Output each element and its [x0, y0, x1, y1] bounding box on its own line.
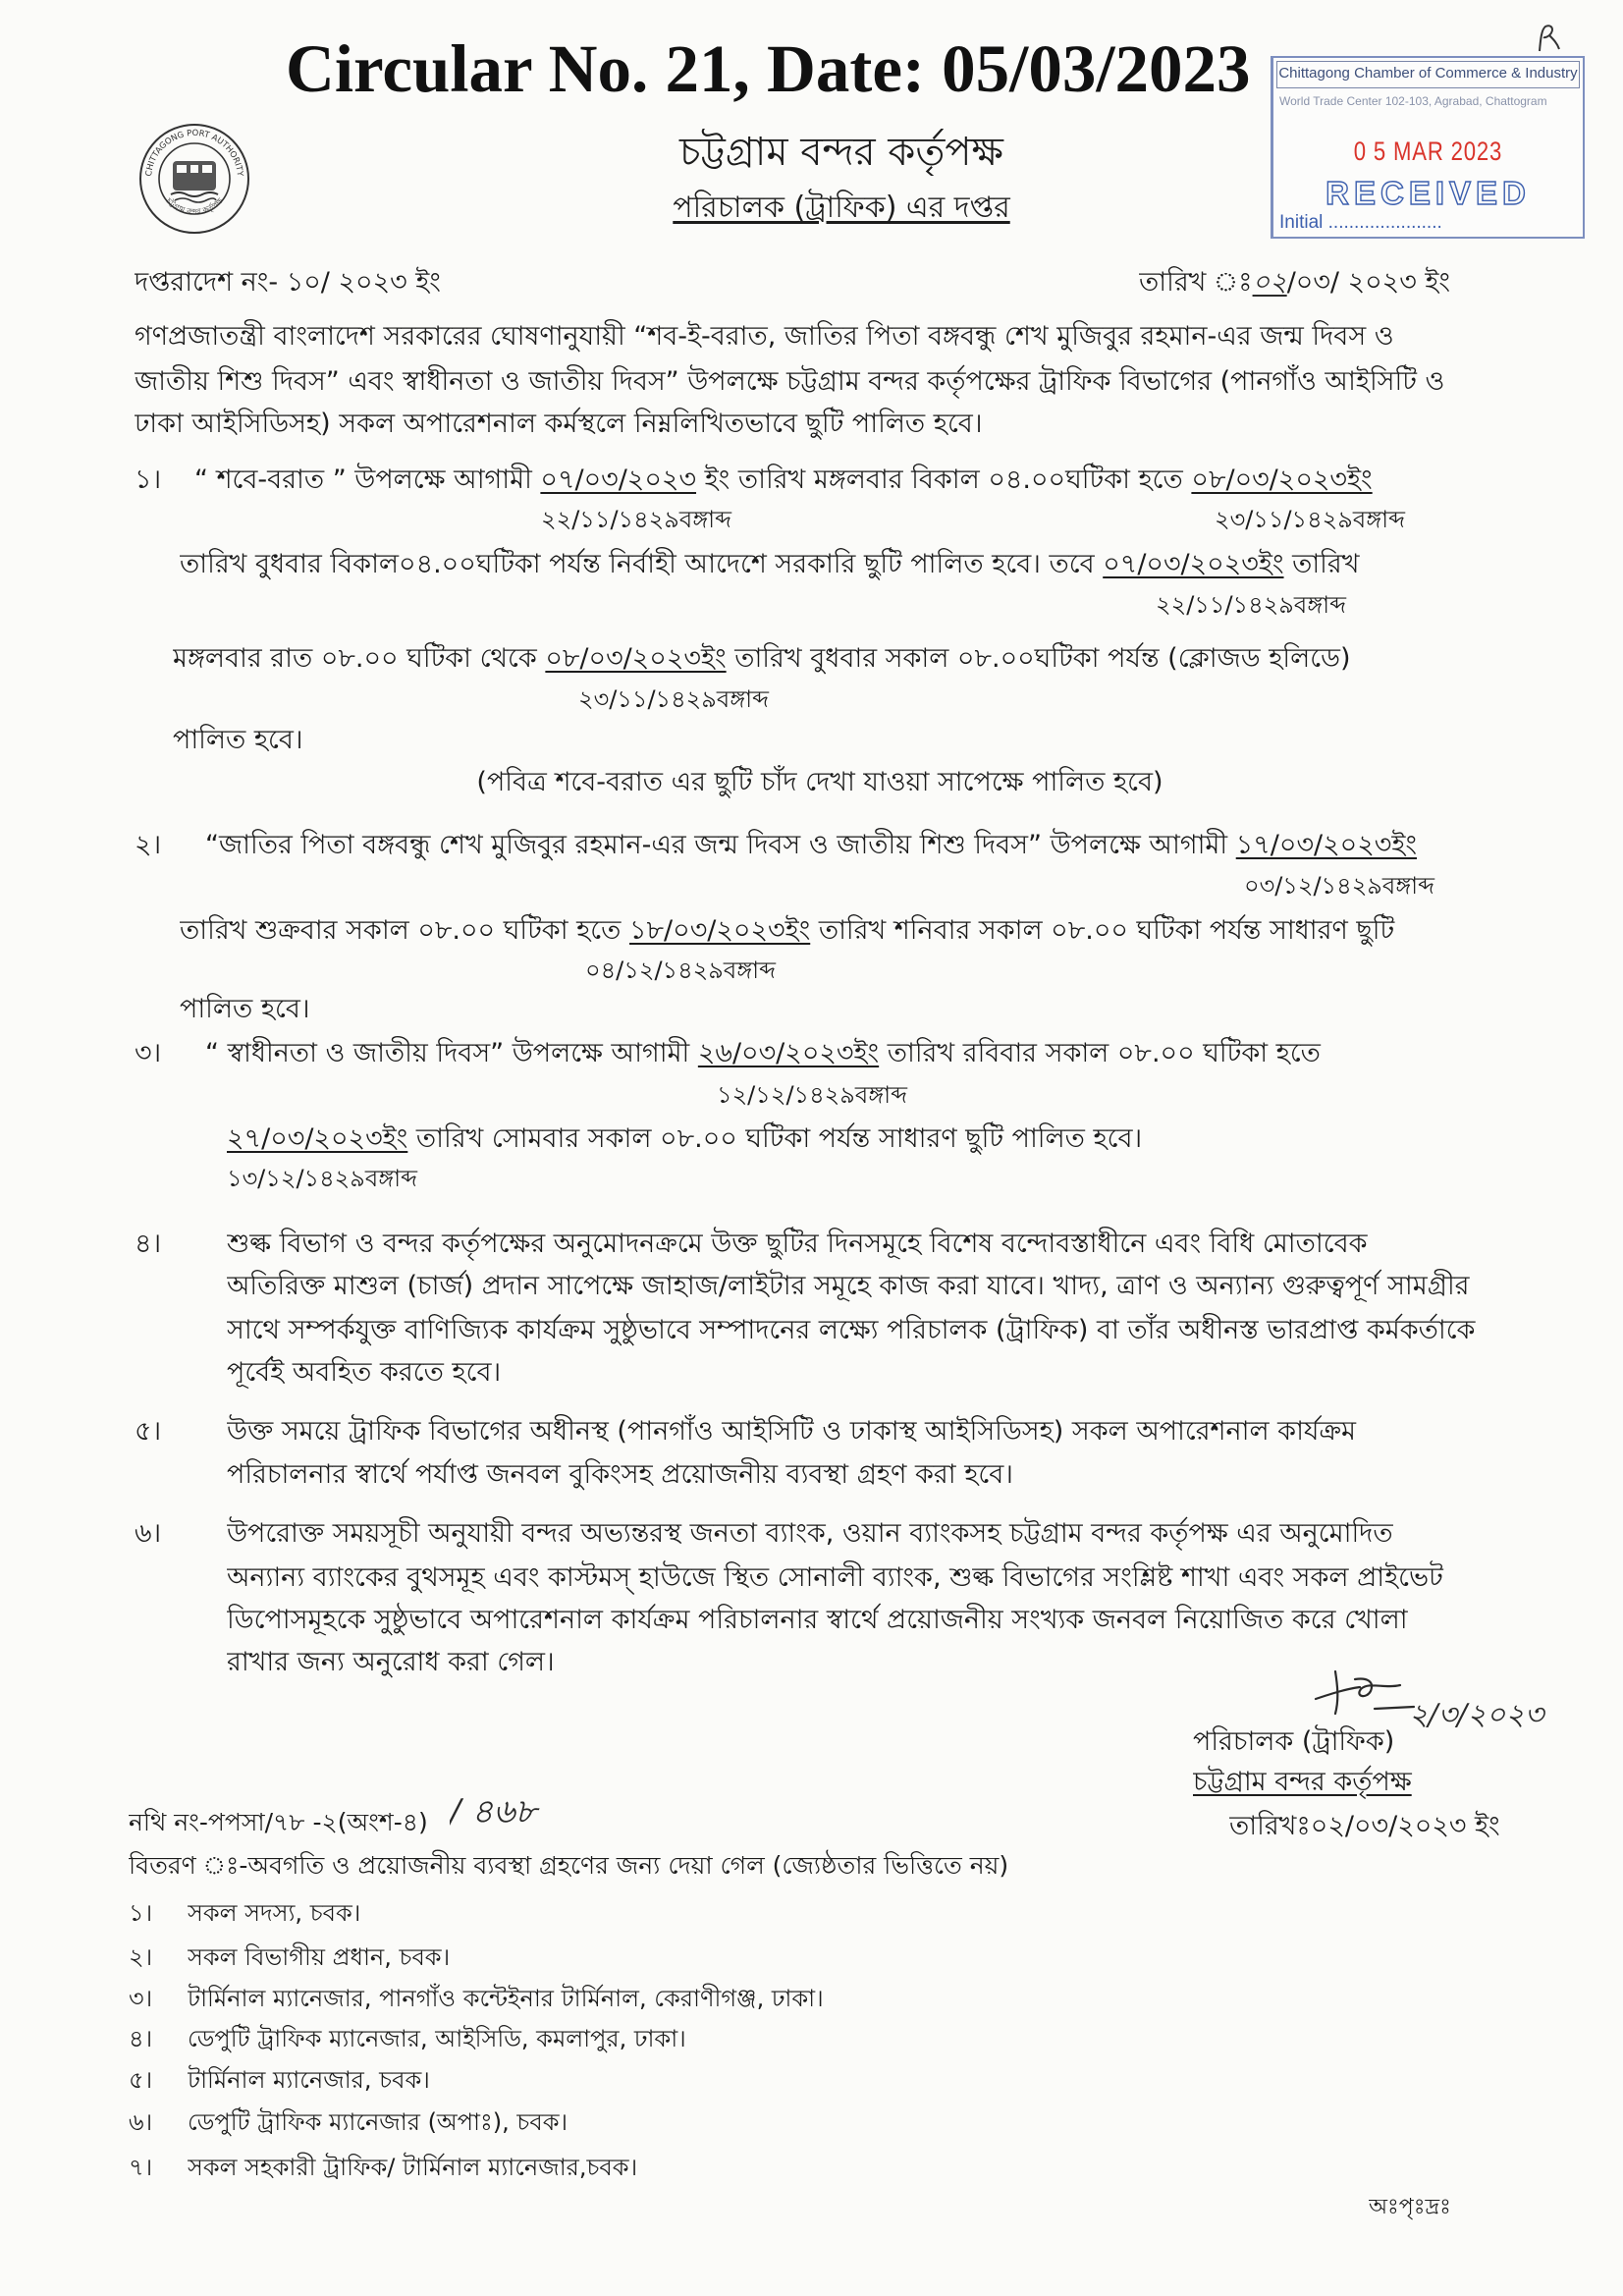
item-number: ৫।: [135, 1416, 162, 1447]
date-underlined: ১৮/০৩/২০২৩ইং: [629, 915, 811, 946]
item-2-line-1: [205, 827, 1511, 864]
distribution-item: সকল সহকারী ট্রাফিক/ টার্মিনাল ম্যানেজার,চবক।: [188, 2154, 638, 2181]
item-1-line-4: পালিত হবে।: [173, 725, 303, 755]
date-underlined: ০৭/০৩/২০২৩ইং: [1103, 549, 1284, 579]
item-5-line: পরিচালনার স্বার্থে পর্যাপ্ত জনবল বুকিংসহ প্রয়োজনীয় ব্যবস্থা গ্রহণ করা হবে।: [227, 1459, 1013, 1490]
signature-date: তারিখঃ০২/০৩/২০২৩ ইং: [1229, 1811, 1500, 1841]
distribution-item: টার্মিনাল ম্যানেজার, পানগাঁও কন্টেইনার টার্মিনাল, কেরাণীগঞ্জ, ঢাকা।: [188, 1985, 824, 2012]
item-1-line-3: [173, 640, 1488, 678]
signature-designation: পরিচালক (ট্রাফিক): [1193, 1726, 1395, 1757]
bangla-date: ১২/১২/১৪২৯বঙ্গাব্দ: [717, 1081, 907, 1109]
date-underlined: ২৬/০৩/২০২৩ইং: [697, 1038, 880, 1068]
item-1-line-2: [180, 546, 1486, 583]
bangla-date: ০৩/১২/১৪২৯বঙ্গাব্দ: [1244, 872, 1434, 900]
item-2-line-3: পালিত হবে।: [180, 994, 310, 1024]
bangla-date: ২৩/১১/১৪২৯বঙ্গাব্দ: [1215, 506, 1405, 533]
item-3-line-1: [205, 1035, 1442, 1072]
item-6-line: উপরোক্ত সময়সূচী অনুযায়ী বন্দর অভ্যন্তরস্থ জনতা ব্যাংক, ওয়ান ব্যাংকসহ চট্টগ্রাম বন্দর কর্তৃপক্ষ এর অনুমোদিত: [227, 1518, 1393, 1549]
intro-line: গণপ্রজাতন্ত্রী বাংলাদেশ সরকারের ঘোষণানুযায়ী “শব-ই-বরাত, জাতির পিতা বঙ্গবন্ধু শেখ মুজিবুর রহমান-এর জন্ম দিবস ও: [135, 321, 1394, 352]
circular-title: Circular No. 21, Date: 05/03/2023: [286, 31, 1251, 106]
header-office: পরিচালক (ট্রাফিক) এর দপ্তর: [673, 191, 1010, 225]
distribution-number: ১।: [129, 1899, 153, 1927]
text-segment: “ স্বাধীনতা ও জাতীয় দিবস” উপলক্ষে আগামী: [205, 1038, 698, 1068]
order-number: দপ্তরাদেশ নং- ১০/ ২০২৩ ইং: [135, 267, 441, 298]
text-segment: তারিখ সোমবার সকাল ০৮.০০ ঘটিকা পর্যন্ত সাধারণ ছুটি পালিত হবে।: [407, 1123, 1143, 1154]
order-date-label: তারিখ ঃ: [1139, 267, 1253, 298]
file-number-handwritten: / ৪৬৮: [450, 1792, 537, 1831]
item-4-line: সাথে সম্পর্কযুক্ত বাণিজ্যিক কার্যক্রম সুষ্ঠুভাবে সম্পাদনের লক্ষ্যে পরিচালক (ট্রাফিক) বা তাঁর অধীনস্ত ভারপ্রাপ্ত কর্মকর্তাকে: [227, 1315, 1476, 1345]
seal-ring-textpath: CHITTAGONG PORT AUTHORITY: [144, 128, 244, 178]
date-underlined: ০৭/০৩/২০২৩: [540, 465, 697, 495]
distribution-heading: বিতরণ ঃ-অবগতি ও প্রয়োজনীয় ব্যবস্থা গ্রহণের জন্য দেয়া গেল (জ্যেষ্ঠতার ভিত্তিতে নয়): [129, 1851, 1009, 1880]
distribution-number: ৫।: [129, 2066, 153, 2094]
text-segment: তারিখ রবিবার সকাল ০৮.০০ ঘটিকা হতে: [879, 1038, 1321, 1068]
distribution-item: ডেপুটি ট্রাফিক ম্যানেজার (অপাঃ), চবক।: [188, 2108, 568, 2136]
stamp-status: RECEIVED: [1325, 175, 1531, 211]
text-segment: ইং তারিখ মঙ্গলবার বিকাল ০৪.০০ঘটিকা হতে: [696, 465, 1192, 495]
distribution-number: ৩।: [129, 1985, 153, 2012]
item-number: ৬।: [135, 1518, 162, 1549]
item-number: ১।: [135, 465, 162, 495]
item-6-line: অন্যান্য ব্যাংকের বুথসমূহ এবং কাস্টমস্ হাউজে স্থিত সোনালী ব্যাংক, শুল্ক বিভাগের সংশ্লিষ্ট শাখা এবং সকল প্রাইভেট: [227, 1562, 1443, 1593]
text-segment: “জাতির পিতা বঙ্গবন্ধু শেখ মুজিবুর রহমান-এর জন্ম দিবস ও জাতীয় শিশু দিবস” উপলক্ষে আগামী: [205, 830, 1236, 860]
text-segment: মঙ্গলবার রাত ০৮.০০ ঘটিকা থেকে: [173, 643, 546, 674]
bangla-date: ১৩/১২/১৪২৯বঙ্গাব্দ: [227, 1165, 417, 1192]
stamp-organization: Chittagong Chamber of Commerce & Industry: [1276, 61, 1580, 88]
header-org-name: চট্টগ্রাম বন্দর কর্তৃপক্ষ: [679, 130, 1003, 175]
text-segment: তারিখ শুক্রবার সকাল ০৮.০০ ঘটিকা হতে: [180, 915, 629, 946]
item-number: ২।: [135, 830, 162, 860]
distribution-item: সকল বিভাগীয় প্রধান, চবক।: [188, 1943, 451, 1971]
item-number: ৪।: [135, 1229, 162, 1259]
intro-line: ঢাকা আইসিডিসহ) সকল অপারেশনাল কর্মস্থলে নিম্নলিখিতভাবে ছুটি পালিত হবে।: [135, 409, 983, 439]
item-6-line: রাখার জন্য অনুরোধ করা গেল।: [227, 1647, 555, 1677]
signature-scribble: [1306, 1660, 1424, 1728]
page-continuation: অঃপৃঃদ্রঃ: [1369, 2195, 1451, 2219]
bangla-date: ২২/১১/১৪২৯বঙ্গাব্দ: [541, 506, 731, 533]
bangla-date: ২৩/১১/১৪২৯বঙ্গাব্দ: [578, 685, 769, 713]
distribution-number: ৬।: [129, 2108, 153, 2136]
text-segment: তারিখ: [1283, 549, 1360, 579]
distribution-number: ৭।: [129, 2154, 153, 2181]
received-stamp: [1271, 56, 1585, 239]
date-underlined: ০৮/০৩/২০২৩ইং: [545, 643, 727, 674]
file-number: নথি নং-পপসা/৭৮ -২(অংশ-৪): [129, 1808, 428, 1836]
distribution-item: টার্মিনাল ম্যানেজার, চবক।: [188, 2066, 430, 2094]
item-5-line: উক্ত সময়ে ট্রাফিক বিভাগের অধীনস্থ (পানগাঁও আইসিটি ও ঢাকাস্থ আইসিডিসহ) সকল অপারেশনাল কার্যক্রম: [227, 1416, 1357, 1447]
bangla-date: ০৪/১২/১৪২৯বঙ্গাব্দ: [585, 957, 776, 984]
signature-handwritten-date: ২/৩/২০২৩: [1409, 1698, 1544, 1732]
item-2-line-2: [180, 912, 1486, 950]
text-segment: তারিখ শনিবার সকাল ০৮.০০ ঘটিকা পর্যন্ত সাধারণ ছুটি: [810, 915, 1395, 946]
item-1-line-1: [194, 462, 1471, 499]
item-number: ৩।: [135, 1038, 162, 1068]
signature-organization: চট্টগ্রাম বন্দর কর্তৃপক্ষ: [1193, 1767, 1412, 1797]
order-date: [1139, 264, 1532, 301]
intro-line: জাতীয় শিশু দিবস” এবং স্বাধীনতা ও জাতীয় দিবস” উপলক্ষে চট্টগ্রাম বন্দর কর্তৃপক্ষের ট্রাফিক বিভাগের (পানগাঁও আইসিটি ও: [135, 366, 1445, 397]
date-underlined: ২৭/০৩/২০২৩ইং: [227, 1123, 408, 1154]
text-segment: “ শবে-বরাত ” উপলক্ষে আগামী: [194, 465, 541, 495]
stamp-date: 0 5 MAR 2023: [1353, 137, 1503, 166]
item-4-line: পূর্বেই অবহিত করতে হবে।: [227, 1357, 502, 1388]
distribution-item: সকল সদস্য, চবক।: [188, 1899, 361, 1927]
text-segment: তারিখ বুধবার বিকাল০৪.০০ঘটিকা পর্যন্ত নির্বাহী আদেশে সরকারি ছুটি পালিত হবে। তবে: [180, 549, 1104, 579]
distribution-number: ২।: [129, 1943, 153, 1971]
stamp-initial: Initial ......................: [1279, 212, 1442, 233]
port-authority-seal-icon: [137, 122, 251, 236]
bangla-date: ২২/১১/১৪২৯বঙ্গাব্দ: [1156, 591, 1346, 619]
item-1-note: (পবিত্র শবে-বরাত এর ছুটি চাঁদ দেখা যাওয়া সাপেক্ষে পালিত হবে): [476, 767, 1163, 797]
handwritten-mark: [1532, 22, 1565, 55]
seal-ship-emblem: [171, 161, 218, 202]
seal-bottom-textpath: চট্টগ্রাম বন্দর কর্তৃপক্ষ: [164, 196, 225, 217]
date-underlined: ০৮/০৩/২০২৩ইং: [1191, 465, 1373, 495]
order-date-rest: /০৩/ ২০২৩ ইং: [1286, 267, 1451, 298]
date-underlined: ১৭/০৩/২০২৩ইং: [1235, 830, 1417, 860]
item-3-line-2: [227, 1121, 1307, 1158]
text-segment: তারিখ বুধবার সকাল ০৮.০০ঘটিকা পর্যন্ত (ক্লোজড হলিডে): [726, 643, 1351, 674]
order-date-day: ০২: [1252, 267, 1287, 298]
stamp-address: World Trade Center 102-103, Agrabad, Chattogram: [1279, 94, 1547, 108]
item-4-line: শুল্ক বিভাগ ও বন্দর কর্তৃপক্ষের অনুমোদনক্রমে উক্ত ছুটির দিনসমূহে বিশেষ বন্দোবস্তাধীনে এবং বিধি মোতাবেক: [227, 1229, 1368, 1259]
distribution-number: ৪।: [129, 2025, 153, 2052]
item-4-line: অতিরিক্ত মাশুল (চার্জ) প্রদান সাপেক্ষে জাহাজ/লাইটার সমূহে কাজ করা যাবে। খাদ্য, ত্রাণ ও অন্যান্য গুরুত্বপূর্ণ সামগ্রীর: [227, 1271, 1470, 1301]
distribution-item: ডেপুটি ট্রাফিক ম্যানেজার, আইসিডি, কমলাপুর, ঢাকা।: [188, 2025, 686, 2052]
item-6-line: ডিপোসমূহকে সুষ্ঠুভাবে অপারেশনাল কার্যক্রম পরিচালনার স্বার্থে প্রয়োজনীয় সংখ্যক জনবল নিয়োজিত করে খোলা: [227, 1605, 1408, 1635]
